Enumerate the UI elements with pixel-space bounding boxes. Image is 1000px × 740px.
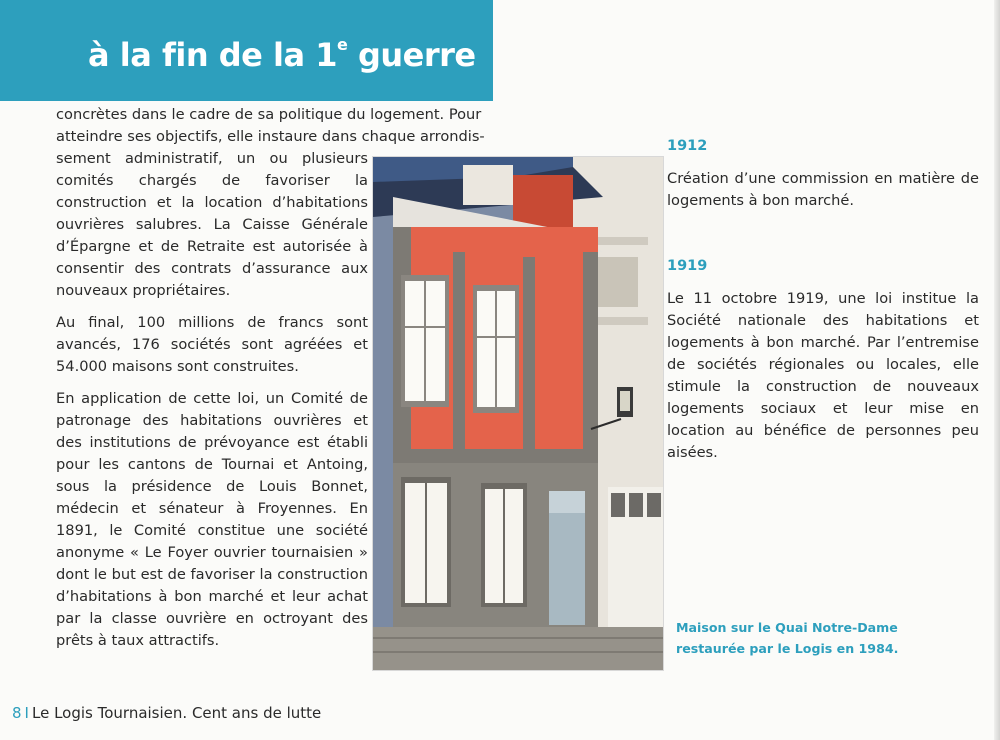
main-text-column — [56, 104, 485, 662]
paragraph-1-lines: concrètes dans le cadre de sa politique du logement. Pour atteindre ses objectifs, elle instaure dans chaque arrondis- — [56, 106, 485, 145]
photo-caption-line-2: restaurée par le Logis en 1984. — [676, 641, 899, 656]
timeline-text-1912: Création d’une commission en matière de logements à bon marché. — [667, 170, 979, 209]
paragraph-3: En application de cette loi, un Comité de patronage des habitations ouvrières et des institutions de prévoyance est établi pour les cantons de Tournai et Antoing, sous la présidence de Louis Bonnet, médecin et sénateur à Froyennes. En 1891, le Comité constitue une société anonyme « Le Foyer ouvrier tournaisien » dont le but est de favoriser la construction d’habitations à bon marché et leur achat par la classe ouvrière en octroyant des prêts à taux attractifs. — [56, 390, 368, 649]
paragraph-1-rest: sement administratif, un ou plusieurs comités chargés de favoriser la construction et la location d’habitations ouvrières salubres. La Caisse Générale d’Épargne et de Retraite est autorisée à consentir des contrats d’assurance aux nouveaux propriétaires. — [56, 150, 368, 299]
paragraph-2: Au final, 100 millions de francs sont avancés, 176 sociétés sont agréées et 54.000 maisons sont construites. — [56, 314, 368, 375]
photo-caption — [676, 617, 916, 659]
photo-caption-line-1: Maison sur le Quai Notre-Dame — [676, 620, 898, 635]
timeline-text-1919: Le 11 octobre 1919, une loi institue la Société nationale des habitations et logements à bon marché. Par l’entremise de sociétés régionales ou locales, elle stimule la construction de nouveaux logements sociaux et leur mise en location au bénéfice de personnes peu aisées. — [667, 290, 979, 461]
timeline-year-1919: 1919 — [667, 258, 708, 274]
timeline-year-1912: 1912 — [667, 138, 708, 154]
page-number: 8 — [12, 704, 22, 722]
chapter-title: à la fin de la 1e guerre — [88, 35, 476, 74]
book-title: Le Logis Tournaisien. Cent ans de lutte — [31, 704, 322, 722]
footer-separator: I — [24, 704, 29, 722]
chapter-banner — [0, 0, 493, 101]
house-photo — [372, 156, 664, 671]
page-edge-shadow — [994, 0, 1000, 740]
house-illustration — [373, 157, 663, 670]
page-footer — [12, 704, 321, 722]
